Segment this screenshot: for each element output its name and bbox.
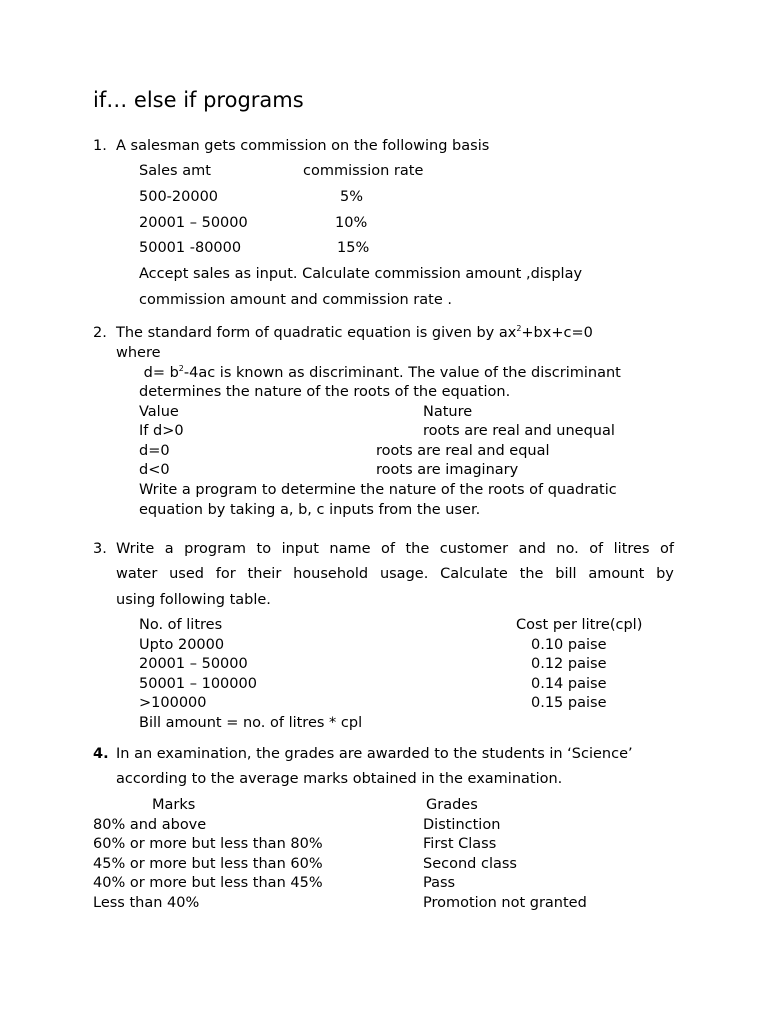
q4-line: In an examination, the grades are awarded to the students in ‘Science’ <box>116 746 633 762</box>
q3-row-litres: 50001 – 100000 <box>139 676 257 692</box>
q4-row-marks: 60% or more but less than 80% <box>93 836 323 852</box>
q2-line-text: The standard form of quadratic equation is given by ax <box>116 325 517 341</box>
q3-word: used <box>169 566 204 582</box>
q4-line: according to the average marks obtained in the examination. <box>116 771 563 787</box>
q1-header-sales: Sales amt <box>139 163 211 179</box>
q4-row-marks: 80% and above <box>93 817 207 833</box>
q3-word: and <box>518 541 546 557</box>
q3-word: Calculate <box>440 566 508 582</box>
q2-line <box>116 326 593 341</box>
q2-row-value: d=0 <box>139 443 170 459</box>
q3-header-cost: Cost per litre(cpl) <box>516 617 643 633</box>
q4-header-grades: Grades <box>426 797 478 813</box>
q3-row-cost: 0.14 paise <box>531 676 607 692</box>
q3-word: input <box>281 541 319 557</box>
q1-row-rate: 5% <box>340 189 364 205</box>
q3-word: for <box>215 566 236 582</box>
q3-row-cost: 0.10 paise <box>531 637 607 653</box>
q3-word: the <box>405 541 430 557</box>
q4-header-marks: Marks <box>152 797 196 813</box>
q1-number: 1. <box>93 138 107 154</box>
q1-header-rate: commission rate <box>303 163 424 179</box>
page-title: if… else if programs <box>93 88 304 112</box>
q3-word: the <box>519 566 544 582</box>
q3-word: customer <box>439 541 509 557</box>
q3-word: of <box>381 541 395 557</box>
q2-line-text: -4ac is known as discriminant. The value of the discriminant <box>183 365 621 381</box>
q2-task-line: equation by taking a, b, c inputs from the user. <box>139 502 481 518</box>
q3-row-cost: 0.12 paise <box>531 656 607 672</box>
superscript: 2 <box>178 364 184 373</box>
q1-task-line: Accept sales as input. Calculate commission amount ,display <box>139 266 583 282</box>
q3-line: using following table. <box>116 592 271 608</box>
q3-word: household <box>293 566 369 582</box>
q2-line-text: +bx+c=0 <box>521 325 593 341</box>
q2-header-value: Value <box>139 404 179 420</box>
q4-row-grade: First Class <box>423 836 497 852</box>
q2-number: 2. <box>93 325 107 341</box>
q1-row-rate: 15% <box>337 240 370 256</box>
q3-word: of <box>589 541 604 557</box>
q3-word: Write <box>116 541 155 557</box>
q2-row-nature: roots are real and unequal <box>423 423 615 439</box>
q2-discriminant-line <box>139 366 621 381</box>
q2-row-value: If d>0 <box>139 423 184 439</box>
q4-row-marks: 45% or more but less than 60% <box>93 856 323 872</box>
q1-row-rate: 10% <box>335 215 368 231</box>
q3-word: their <box>247 566 282 582</box>
q3-word: bill <box>555 566 577 582</box>
q4-row-marks: Less than 40% <box>93 895 200 911</box>
q3-row-litres: Upto 20000 <box>139 637 225 653</box>
q2-line: determines the nature of the roots of the equation. <box>139 384 511 400</box>
q3-word: water <box>116 566 158 582</box>
q3-word: program <box>184 541 247 557</box>
q3-row-litres: >100000 <box>139 695 207 711</box>
q3-header-litres: No. of litres <box>139 617 223 633</box>
q2-where: where <box>116 345 161 361</box>
q2-row-nature: roots are imaginary <box>376 462 519 478</box>
superscript: 2 <box>516 324 522 333</box>
q1-row-range: 50001 -80000 <box>139 240 242 256</box>
q3-word: a <box>164 541 174 557</box>
q2-line-text: d= b <box>139 365 179 381</box>
q4-row-grade: Distinction <box>423 817 501 833</box>
q3-formula: Bill amount = no. of litres * cpl <box>139 715 363 731</box>
q3-row-cost: 0.15 paise <box>531 695 607 711</box>
q3-number: 3. <box>93 541 107 557</box>
q3-line-justified <box>116 542 674 557</box>
q3-word: by <box>656 566 674 582</box>
q3-row-litres: 20001 – 50000 <box>139 656 248 672</box>
q1-intro: A salesman gets commission on the following basis <box>116 138 490 154</box>
q2-row-value: d<0 <box>139 462 170 478</box>
q3-line-justified <box>116 567 674 582</box>
q2-task-line: Write a program to determine the nature of the roots of quadratic <box>139 482 617 498</box>
q3-word: name <box>329 541 371 557</box>
q4-row-marks: 40% or more but less than 45% <box>93 875 323 891</box>
q1-task-line: commission amount and commission rate . <box>139 292 452 308</box>
q4-row-grade: Second class <box>423 856 517 872</box>
q2-row-nature: roots are real and equal <box>376 443 550 459</box>
q1-row-range: 500-20000 <box>139 189 219 205</box>
q3-word: no. <box>556 541 579 557</box>
q4-number: 4. <box>93 746 109 762</box>
q2-header-nature: Nature <box>423 404 473 420</box>
q4-row-grade: Promotion not granted <box>423 895 587 911</box>
q3-word: litres <box>613 541 650 557</box>
q4-row-grade: Pass <box>423 875 456 891</box>
q3-word: of <box>660 541 674 557</box>
q3-word: to <box>256 541 272 557</box>
q3-word: usage. <box>379 566 429 582</box>
q3-word: amount <box>588 566 645 582</box>
q1-row-range: 20001 – 50000 <box>139 215 248 231</box>
